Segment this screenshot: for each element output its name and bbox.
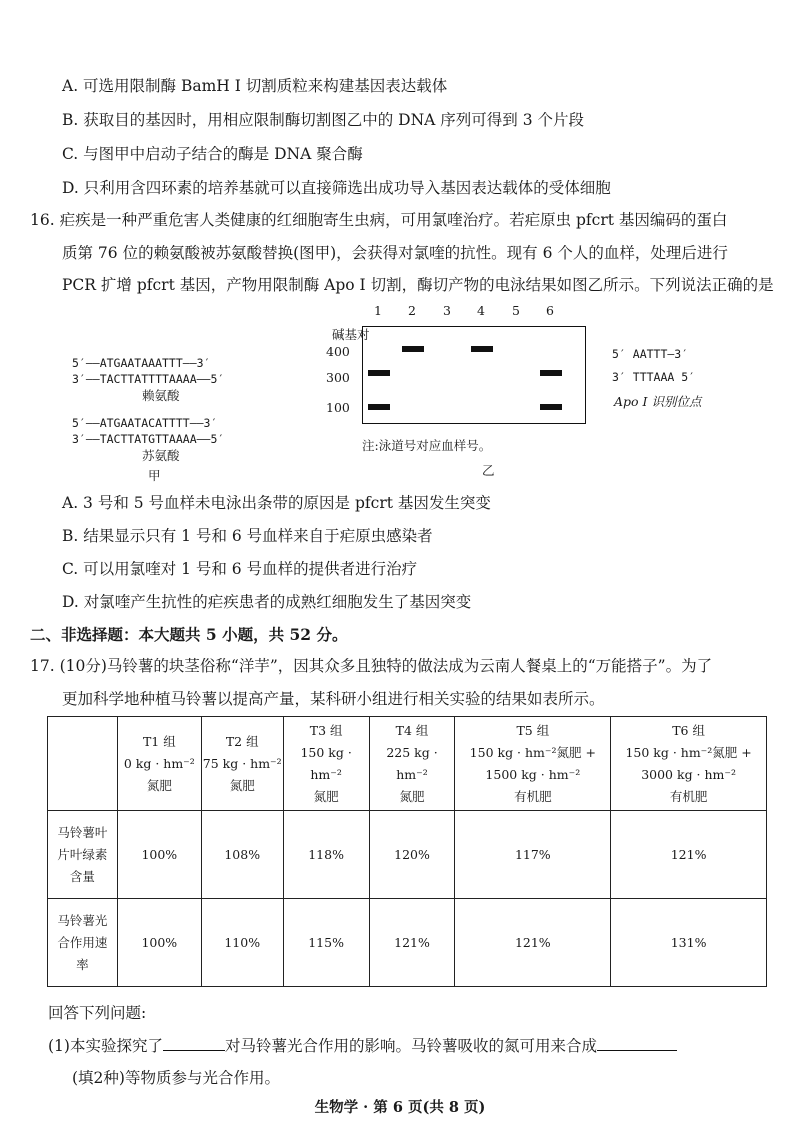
table-cell: 100% (117, 899, 201, 987)
table-cell: 118% (283, 811, 369, 899)
table-row (48, 811, 767, 899)
table-header-cell: T3 组 150 kg · hm⁻² 氮肥 (283, 717, 369, 811)
section-heading: 二、非选择题：本大题共 5 小题，共 52 分。 (30, 625, 348, 644)
q16-stem-line2: 质第 76 位的赖氨酸被苏氨酸替换(图甲)，会获得对氯喹的抗性。现有 6 个人的血样，处理后进行 (62, 244, 728, 262)
answer-blank-2[interactable] (597, 1034, 677, 1051)
page-footer: 生物学 · 第 6 页(共 8 页) (314, 1099, 486, 1116)
gel-lane-label-1: 1 (374, 303, 382, 318)
row-label: 马铃薯光 合作用速 率 (48, 899, 118, 987)
gel-band-lane6-300bp (540, 370, 562, 376)
q15-option-c: C. 与图甲中启动子结合的酶是 DNA 聚合酶 (62, 145, 363, 163)
q17-sub1-line1 (48, 1034, 677, 1056)
gel-band-lane2-400bp (402, 346, 424, 352)
table-row (48, 899, 767, 987)
answer-prompt: 回答下列问题: (48, 1004, 147, 1022)
gel-lane-label-5: 5 (512, 303, 520, 318)
gel-lane-label-2: 2 (408, 303, 416, 318)
gel-band-lane4-400bp (471, 346, 493, 352)
q16-option-a: A. 3 号和 5 号血样未电泳出条带的原因是 pfcrt 基因发生突变 (62, 494, 491, 512)
q17-stem-line2: 更加科学地种植马铃薯以提高产量，某科研小组进行相关实验的结果如表所示。 (62, 690, 605, 708)
q15-option-b: B. 获取目的基因时，用相应限制酶切割图乙中的 DNA 序列可得到 3 个片段 (62, 111, 584, 129)
table-cell: 131% (611, 899, 767, 987)
gel-note: 注:泳道号对应血样号。 (362, 438, 492, 453)
gel-y-tick-400: 400 (326, 344, 350, 359)
apo-site-bottom: 3′ TTTAAA 5′ (612, 370, 696, 384)
table-cell: 121% (369, 899, 455, 987)
gel-lane-label-3: 3 (443, 303, 451, 318)
q17-sub1-part-b: 对马铃薯光合作用的影响。马铃薯吸收的氮可用来合成 (224, 1037, 597, 1055)
gel-y-tick-100: 100 (326, 400, 350, 415)
answer-blank-1[interactable] (163, 1034, 225, 1051)
apo-site-top: 5′ AATTT—3′ (612, 347, 689, 361)
q16-option-c: C. 可以用氯喹对 1 号和 6 号血样的提供者进行治疗 (62, 560, 418, 578)
q17-sub1-part-a: (1)本实验探究了 (48, 1037, 163, 1055)
table-cell: 108% (201, 811, 283, 899)
q17-stem-line1: 17. (10分)马铃薯的块茎俗称“洋芋”，因其众多且独特的做法成为云南人餐桌上的“万能搭子”。为了 (30, 657, 713, 675)
q15-option-d: D. 只利用含四环素的培养基就可以直接筛选出成功导入基因表达载体的受体细胞 (62, 179, 611, 197)
apo-site-label: Apo Ⅰ 识别位点 (614, 394, 702, 409)
gel-y-title: 碱基对 (332, 327, 370, 342)
table-cell: 121% (455, 899, 611, 987)
seq2-bottom-strand: 3′——TACTTATGTTAAAA——5′ (72, 432, 225, 446)
gel-lane-label-6: 6 (546, 303, 554, 318)
table-header-cell: T1 组 0 kg · hm⁻² 氮肥 (117, 717, 201, 811)
figure-jia-caption: 甲 (148, 468, 161, 483)
seq1-bottom-strand: 3′——TACTTATTTTAAAA——5′ (72, 372, 225, 386)
table-corner-cell (48, 717, 118, 811)
figure-yi-caption: 乙 (482, 463, 495, 478)
table-cell: 115% (283, 899, 369, 987)
q16-stem-line3: PCR 扩增 pfcrt 基因，产物用限制酶 Apo Ⅰ 切割，酶切产物的电泳结果如图乙所示。下列说法正确的是 (62, 276, 774, 294)
table-cell: 110% (201, 899, 283, 987)
fertilizer-table (47, 716, 767, 987)
gel-y-tick-300: 300 (326, 370, 350, 385)
table-cell: 121% (611, 811, 767, 899)
table-header-cell: T4 组 225 kg · hm⁻² 氮肥 (369, 717, 455, 811)
table-header-cell: T2 组 75 kg · hm⁻² 氮肥 (201, 717, 283, 811)
lysine-label: 赖氨酸 (142, 388, 180, 403)
q16-option-b: B. 结果显示只有 1 号和 6 号血样来自于疟原虫感染者 (62, 527, 433, 545)
table-header-cell: T6 组 150 kg · hm⁻²氮肥 + 3000 kg · hm⁻² 有机肥 (611, 717, 767, 811)
gel-band-lane6-100bp (540, 404, 562, 410)
q16-option-d: D. 对氯喹产生抗性的疟疾患者的成熟红细胞发生了基因突变 (62, 593, 472, 611)
q15-option-a: A. 可选用限制酶 BamH Ⅰ 切割质粒来构建基因表达载体 (62, 77, 448, 95)
row-label: 马铃薯叶 片叶绿素 含量 (48, 811, 118, 899)
gel-lane-label-4: 4 (477, 303, 485, 318)
table-header-row (48, 717, 767, 811)
q16-stem-line1: 16. 疟疾是一种严重危害人类健康的红细胞寄生虫病，可用氯喹治疗。若疟原虫 pfcrt 基因编码的蛋白 (30, 211, 728, 229)
threonine-label: 苏氨酸 (142, 448, 180, 463)
gel-box (362, 326, 586, 424)
seq1-top-strand: 5′——ATGAATAAATTT——3′ (72, 356, 211, 370)
table-cell: 100% (117, 811, 201, 899)
table-cell: 120% (369, 811, 455, 899)
gel-band-lane1-100bp (368, 404, 390, 410)
q17-sub1-line2: (填2种)等物质参与光合作用。 (72, 1069, 280, 1087)
gel-band-lane1-300bp (368, 370, 390, 376)
table-header-cell: T5 组 150 kg · hm⁻²氮肥 + 1500 kg · hm⁻² 有机肥 (455, 717, 611, 811)
seq2-top-strand: 5′——ATGAATACATTTT——3′ (72, 416, 218, 430)
table-cell: 117% (455, 811, 611, 899)
